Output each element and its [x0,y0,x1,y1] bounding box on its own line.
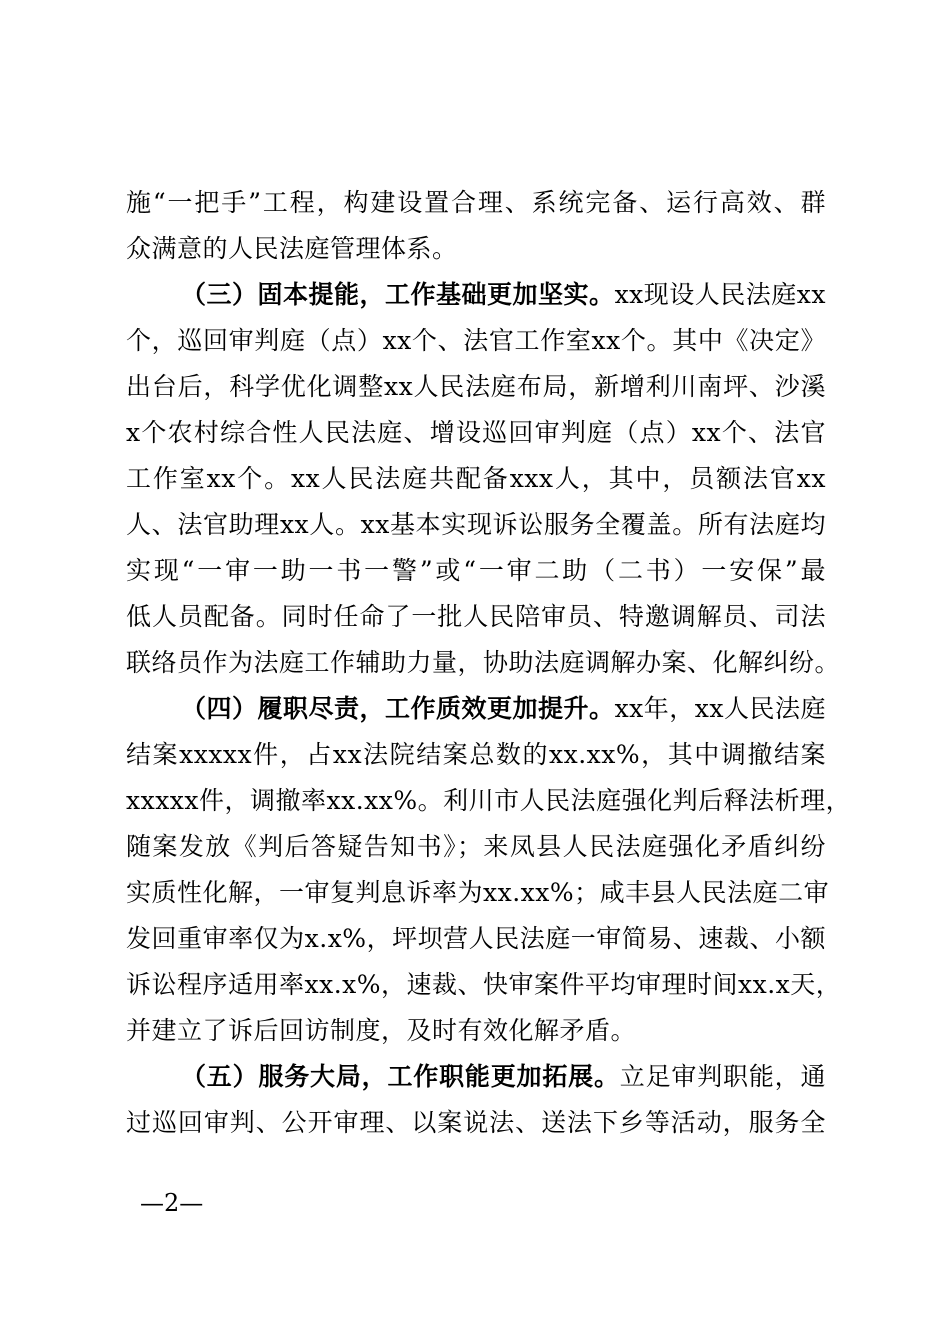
text-line: 结案xxxxx件，占xx法院结案总数的xx.xx%，其中调撤结案 [126,740,826,769]
text-span: xx年，xx人民法庭 [614,694,826,723]
text-line: 出台后，科学优化调整xx人民法庭布局，新增利川南坪、沙溪 [126,372,826,401]
text-line: 随案发放《判后答疑告知书》；来凤县人民法庭强化矛盾纠纷 [126,832,826,861]
text-line: 过巡回审判、公开审理、以案说法、送法下乡等活动，服务全 [126,1108,826,1137]
text-line: 联络员作为法庭工作辅助力量，协助法庭调解办案、化解纠纷。 [126,648,841,677]
section-heading: （四）履职尽责，工作质效更加提升。 [181,694,615,723]
text-line: 工作室xx个。xx人民法庭共配备xxx人，其中，员额法官xx [126,464,826,493]
text-line: 实现“一审一助一书一警”或“一审二助（二书）一安保”最 [126,556,826,585]
text-line: 诉讼程序适用率xx.x%，速裁、快审案件平均审理时间xx.x天， [126,970,842,999]
text-line: 发回重审率仅为x.x%，坪坝营人民法庭一审简易、速裁、小额 [126,924,826,953]
text-line: 并建立了诉后回访制度，及时有效化解矛盾。 [126,1016,637,1045]
text-line: 人、法官助理xx人。xx基本实现诉讼服务全覆盖。所有法庭均 [126,510,826,539]
section-heading: （三）固本提能，工作基础更加坚实。 [181,280,615,309]
text-line: 实质性化解，一审复判息诉率为xx.xx%；咸丰县人民法庭二审 [126,878,830,907]
text-line: xxxxx件，调撤率xx.xx%。利川市人民法庭强化判后释法析理， [126,786,852,815]
page-number: —2— [140,1189,204,1217]
text-line: x个农村综合性人民法庭、增设巡回审判庭（点）xx个、法官 [126,418,826,447]
section-heading: （五）服务大局，工作职能更加拓展。 [181,1062,620,1091]
text-line: 个，巡回审判庭（点）xx个、法官工作室xx个。其中《决定》 [126,326,826,355]
text-line: 施“一把手”工程，构建设置合理、系统完备、运行高效、群 [126,188,826,217]
section-heading-line [181,686,826,732]
text-line: 低人员配备。同时任命了一批人民陪审员、特邀调解员、司法 [126,602,826,631]
text-span: xx现设人民法庭xx [614,280,826,309]
section-heading-line [181,272,826,318]
text-line: 众满意的人民法庭管理体系。 [126,234,458,263]
text-span: 立足审判职能，通 [619,1062,826,1091]
section-heading-line [181,1054,826,1100]
